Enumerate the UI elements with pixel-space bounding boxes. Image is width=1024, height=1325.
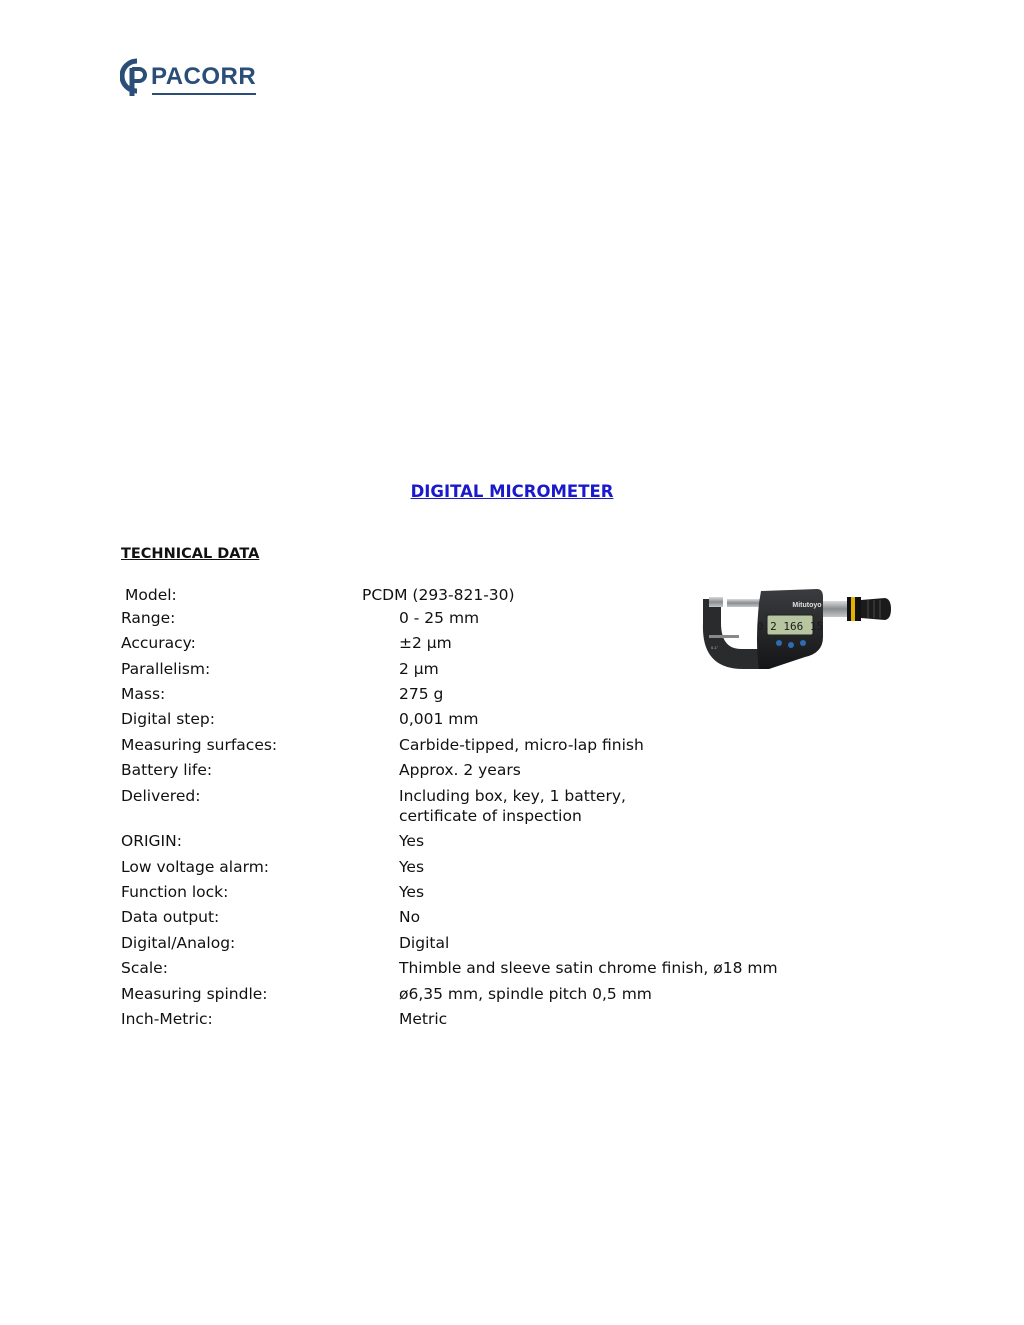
logo-text: PACORR	[151, 63, 257, 90]
spec-label-function-lock: Function lock:	[121, 883, 229, 901]
spec-label-battery-life: Battery life:	[121, 761, 213, 779]
spec-value-mass: 275 g	[399, 685, 444, 703]
spec-label-parallelism: Parallelism:	[121, 660, 211, 678]
svg-text:0-1": 0-1"	[711, 645, 719, 650]
spec-value-measuring-surfaces: Carbide-tipped, micro-lap finish	[399, 736, 644, 754]
spec-value-delivered: Including box, key, 1 battery,	[399, 787, 626, 805]
spec-label-low-voltage-alarm: Low voltage alarm:	[121, 858, 270, 876]
spec-value-scale: Thimble and sleeve satin chrome finish, ø18 mm	[399, 959, 778, 977]
document-title: DIGITAL MICROMETER	[410, 482, 614, 501]
spec-value-accuracy: ±2 µm	[399, 634, 452, 652]
spec-value-low-voltage-alarm: Yes	[399, 858, 425, 876]
spec-label-origin: ORIGIN:	[121, 832, 182, 850]
spec-value-origin: Yes	[399, 832, 425, 850]
spec-label-digital-analog: Digital/Analog:	[121, 934, 236, 952]
svg-text:0.2 166 15: 0.2 166 15	[756, 620, 824, 633]
spec-label-range: Range:	[121, 609, 176, 627]
spec-value-data-output: No	[399, 908, 421, 926]
spec-value-measuring-spindle: ø6,35 mm, spindle pitch 0,5 mm	[399, 985, 652, 1003]
spec-label-inch-metric: Inch-Metric:	[121, 1010, 213, 1028]
spec-value-digital-step: 0,001 mm	[399, 710, 479, 728]
spec-value-delivered-line2: certificate of inspection	[399, 807, 582, 825]
spec-label-model: Model:	[125, 586, 177, 604]
spec-label-measuring-spindle: Measuring spindle:	[121, 985, 268, 1003]
logo-underline	[152, 93, 256, 95]
section-title-technical-data: TECHNICAL DATA	[121, 546, 260, 562]
spec-label-accuracy: Accuracy:	[121, 634, 196, 652]
spec-value-parallelism: 2 µm	[399, 660, 439, 678]
spec-label-measuring-surfaces: Measuring surfaces:	[121, 736, 278, 754]
spec-value-battery-life: Approx. 2 years	[399, 761, 521, 779]
spec-label-data-output: Data output:	[121, 908, 220, 926]
spec-value-model: PCDM (293-821-30)	[362, 586, 515, 604]
spec-value-function-lock: Yes	[399, 883, 425, 901]
digital-micrometer-photo-icon	[697, 583, 893, 671]
spec-value-range: 0 - 25 mm	[399, 609, 480, 627]
spec-label-delivered: Delivered:	[121, 787, 201, 805]
spec-label-digital-step: Digital step:	[121, 710, 215, 728]
spec-label-mass: Mass:	[121, 685, 166, 703]
spec-value-inch-metric: Metric	[399, 1010, 448, 1028]
svg-text:Mitutoyo: Mitutoyo	[792, 602, 822, 609]
spec-value-digital-analog: Digital	[399, 934, 450, 952]
spec-label-scale: Scale:	[121, 959, 168, 977]
company-logo	[120, 58, 260, 100]
